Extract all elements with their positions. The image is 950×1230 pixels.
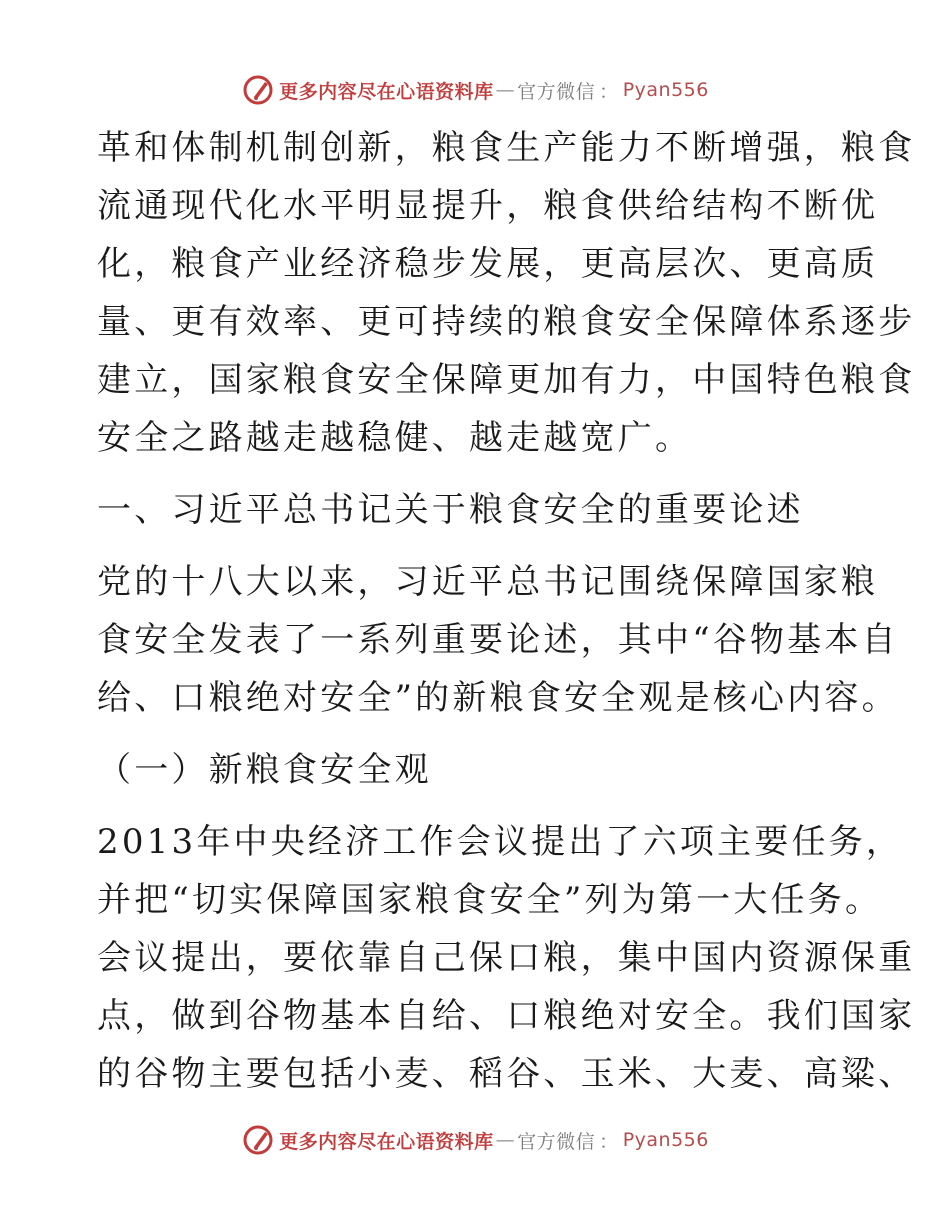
paragraph-line: 化，粮食产业经济稳步发展，更高层次、更高质: [97, 244, 879, 284]
paragraph-line: 2013年中央经济工作会议提出了六项主要任务，: [97, 822, 904, 862]
paragraph-line: 给、口粮绝对安全”的新粮食安全观是核心内容。: [97, 678, 899, 718]
paragraph-line: 革和体制机制创新，粮食生产能力不断增强，粮食: [97, 128, 916, 168]
paragraph-line: 点，做到谷物基本自给、口粮绝对安全。我们国家: [97, 996, 916, 1036]
watermark-subtitle: 官方微信: [517, 80, 596, 103]
watermark-colon: ：: [599, 1130, 619, 1153]
section-heading: 一、习近平总书记关于粮食安全的重要论述: [97, 490, 804, 530]
document-body: [97, 119, 916, 1103]
watermark-wechat-id: Pyan556: [622, 1129, 709, 1151]
watermark-title: 更多内容尽在心语资料库: [279, 80, 494, 103]
watermark-separator: —: [495, 1129, 516, 1151]
paragraph-line: 食安全发表了一系列重要论述，其中“谷物基本自: [97, 620, 899, 660]
paragraph-line: 并把“切实保障国家粮食安全”列为第一大任务。: [97, 880, 883, 920]
paragraph-line: 量、更有效率、更可持续的粮食安全保障体系逐步: [97, 302, 916, 342]
watermark-title: 更多内容尽在心语资料库: [279, 1130, 494, 1153]
footer-watermark: [0, 1120, 950, 1160]
pen-swirl-logo-icon: [241, 73, 275, 107]
pen-swirl-logo-icon: [241, 1123, 275, 1157]
paragraph-line: 会议提出，要依靠自己保口粮，集中国内资源保重: [97, 938, 916, 978]
paragraph-line: 党的十八大以来，习近平总书记围绕保障国家粮: [97, 562, 879, 602]
subsection-heading: （一）新粮食安全观: [97, 750, 432, 790]
paragraph-line: 建立，国家粮食安全保障更加有力，中国特色粮食: [97, 360, 916, 400]
paragraph-line: 安全之路越走越稳健、越走越宽广。: [97, 418, 693, 458]
watermark-separator: —: [495, 79, 516, 101]
header-watermark: [0, 70, 950, 110]
paragraph-line: 流通现代化水平明显提升，粮食供给结构不断优: [97, 186, 879, 226]
paragraph-line: 的谷物主要包括小麦、稻谷、玉米、大麦、高粱、: [97, 1054, 916, 1094]
watermark-wechat-id: Pyan556: [622, 79, 709, 101]
watermark-colon: ：: [599, 80, 619, 103]
watermark-subtitle: 官方微信: [517, 1130, 596, 1153]
